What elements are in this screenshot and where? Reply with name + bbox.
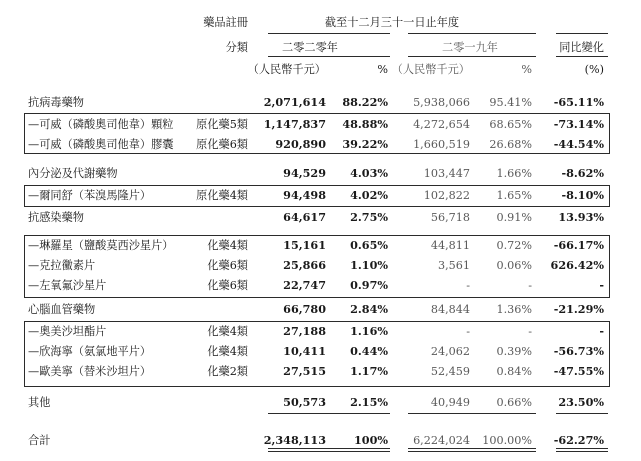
row-yoy-change: 626.42%	[550, 258, 604, 272]
row-value-2019: 5,938,066	[413, 96, 470, 109]
header-classification: 分類	[225, 41, 248, 54]
row-value-2020: 1,147,837	[263, 117, 326, 131]
row-yoy-change: -73.14%	[553, 117, 604, 131]
total-rule	[408, 413, 536, 414]
header-yoy: 同比變化	[559, 41, 604, 54]
row-value-2020: 94,498	[283, 188, 326, 202]
total-rule	[268, 413, 390, 414]
row-classification: 化藥2類	[207, 365, 248, 378]
header-underline	[408, 56, 536, 57]
row-yoy-change: -	[599, 324, 604, 338]
row-value-2020: 66,780	[283, 302, 326, 316]
row-pct-2020: 88.22%	[342, 95, 388, 109]
row-pct-2020: 1.16%	[350, 324, 388, 338]
row-value-2019: 52,459	[430, 365, 470, 378]
total-double-rule	[268, 448, 390, 449]
header-pct-2019: %	[521, 63, 532, 76]
row-value-2020: 50,573	[283, 395, 326, 409]
row-name: —克拉黴素片	[28, 259, 96, 272]
row-pct-2019: -	[528, 279, 532, 292]
header-underline	[556, 33, 608, 34]
row-value-2019: 1,660,519	[413, 138, 470, 151]
row-classification: 化藥6類	[207, 279, 248, 292]
header-year-2020: 二零二零年	[282, 41, 338, 54]
row-value-2020: 25,866	[283, 258, 326, 272]
row-value-2019: -	[466, 325, 470, 338]
row-value-2019: -	[466, 279, 470, 292]
row-pct-2020: 0.97%	[350, 278, 388, 292]
row-value-2019: 40,949	[430, 396, 470, 409]
row-name: 內分泌及代謝藥物	[28, 167, 118, 180]
row-value-2019: 56,718	[430, 211, 470, 224]
row-pct-2020: 4.03%	[350, 166, 388, 180]
row-value-2019: 6,224,024	[413, 434, 470, 447]
row-value-2019: 103,447	[423, 167, 470, 180]
row-yoy-change: -47.55%	[553, 364, 604, 378]
row-name: —琳羅星（鹽酸莫西沙星片）	[28, 239, 174, 252]
row-value-2020: 64,617	[283, 210, 326, 224]
row-pct-2020: 0.65%	[350, 238, 388, 252]
row-value-2020: 2,071,614	[263, 95, 326, 109]
row-pct-2019: 1.66%	[496, 167, 532, 180]
row-classification: 原化藥6類	[196, 138, 248, 151]
row-yoy-change: -66.17%	[553, 238, 604, 252]
total-rule	[556, 413, 608, 414]
row-value-2019: 4,272,654	[413, 118, 470, 131]
row-pct-2019: 0.72%	[496, 239, 532, 252]
row-pct-2019: 0.39%	[496, 345, 532, 358]
row-name: 其他	[28, 396, 51, 409]
header-unit-2019: （人民幣千元）	[391, 63, 470, 76]
row-yoy-change: 23.50%	[558, 395, 604, 409]
row-classification: 化藥4類	[207, 239, 248, 252]
row-pct-2019: 68.65%	[489, 118, 532, 131]
row-pct-2019: 0.06%	[496, 259, 532, 272]
row-name: 合計	[28, 434, 51, 447]
row-yoy-change: -	[599, 278, 604, 292]
row-yoy-change: -65.11%	[553, 95, 604, 109]
row-pct-2020: 1.10%	[350, 258, 388, 272]
row-value-2019: 102,822	[423, 189, 470, 202]
row-name: 心腦血管藥物	[28, 303, 96, 316]
row-name: 抗病毒藥物	[28, 96, 84, 109]
row-pct-2020: 48.88%	[342, 117, 388, 131]
row-yoy-change: -44.54%	[553, 137, 604, 151]
row-classification: 化藥4類	[207, 345, 248, 358]
row-pct-2019: 0.84%	[496, 365, 532, 378]
row-value-2020: 10,411	[283, 344, 326, 358]
row-pct-2019: 0.66%	[496, 396, 532, 409]
header-underline	[268, 56, 390, 57]
row-name: —奧美沙坦酯片	[28, 325, 107, 338]
row-pct-2019: 100.00%	[482, 434, 532, 447]
total-double-rule	[556, 451, 608, 452]
row-classification: 化藥4類	[207, 325, 248, 338]
row-name: —歐美寧（替米沙坦片）	[28, 365, 152, 378]
header-unit-2020: （人民幣千元）	[247, 63, 326, 76]
header-year-2019: 二零一九年	[442, 41, 498, 54]
row-yoy-change: -21.29%	[553, 302, 604, 316]
row-name: —欣海寧（氨氯地平片）	[28, 345, 152, 358]
row-pct-2020: 2.84%	[350, 302, 388, 316]
row-name: —可威（磷酸奧司他韋）膠囊	[28, 138, 174, 151]
row-value-2019: 24,062	[430, 345, 470, 358]
row-name: —可威（磷酸奧司他韋）顆粒	[28, 118, 174, 131]
row-classification: 原化藥5類	[196, 118, 248, 131]
total-double-rule	[268, 451, 390, 452]
total-double-rule	[408, 448, 536, 449]
row-classification: 化藥6類	[207, 259, 248, 272]
row-pct-2019: 1.65%	[496, 189, 532, 202]
row-yoy-change: -62.27%	[553, 433, 604, 447]
row-value-2019: 44,811	[430, 239, 470, 252]
total-double-rule	[556, 448, 608, 449]
row-pct-2019: -	[528, 325, 532, 338]
row-pct-2019: 1.36%	[496, 303, 532, 316]
row-name: —爾同舒（苯溴馬隆片）	[28, 189, 152, 202]
row-yoy-change: 13.93%	[558, 210, 604, 224]
row-value-2019: 84,844	[430, 303, 470, 316]
row-pct-2019: 26.68%	[489, 138, 532, 151]
header-pct-yoy: (%)	[584, 63, 604, 76]
row-name: —左氧氟沙星片	[28, 279, 107, 292]
row-pct-2019: 0.91%	[496, 211, 532, 224]
header-underline	[556, 56, 608, 57]
row-value-2020: 2,348,113	[263, 433, 326, 447]
row-value-2020: 27,188	[283, 324, 326, 338]
row-pct-2019: 95.41%	[489, 96, 532, 109]
row-pct-2020: 1.17%	[350, 364, 388, 378]
row-pct-2020: 4.02%	[350, 188, 388, 202]
row-value-2020: 94,529	[283, 166, 326, 180]
header-period: 截至十二月三十一日止年度	[324, 16, 460, 29]
row-pct-2020: 100%	[354, 433, 388, 447]
row-yoy-change: -8.10%	[561, 188, 604, 202]
header-pct-2020: %	[377, 63, 388, 76]
row-value-2019: 3,561	[437, 259, 470, 272]
row-value-2020: 15,161	[283, 238, 326, 252]
row-yoy-change: -8.62%	[561, 166, 604, 180]
total-double-rule	[408, 451, 536, 452]
row-name: 抗感染藥物	[28, 211, 84, 224]
header-underline	[408, 33, 536, 34]
row-pct-2020: 2.15%	[350, 395, 388, 409]
row-pct-2020: 2.75%	[350, 210, 388, 224]
row-value-2020: 920,890	[275, 137, 326, 151]
row-pct-2020: 39.22%	[342, 137, 388, 151]
header-registration: 藥品註冊	[203, 16, 248, 29]
header-underline	[268, 33, 390, 34]
row-value-2020: 27,515	[283, 364, 326, 378]
row-yoy-change: -56.73%	[553, 344, 604, 358]
row-classification: 原化藥4類	[196, 189, 248, 202]
row-value-2020: 22,747	[283, 278, 326, 292]
row-pct-2020: 0.44%	[350, 344, 388, 358]
